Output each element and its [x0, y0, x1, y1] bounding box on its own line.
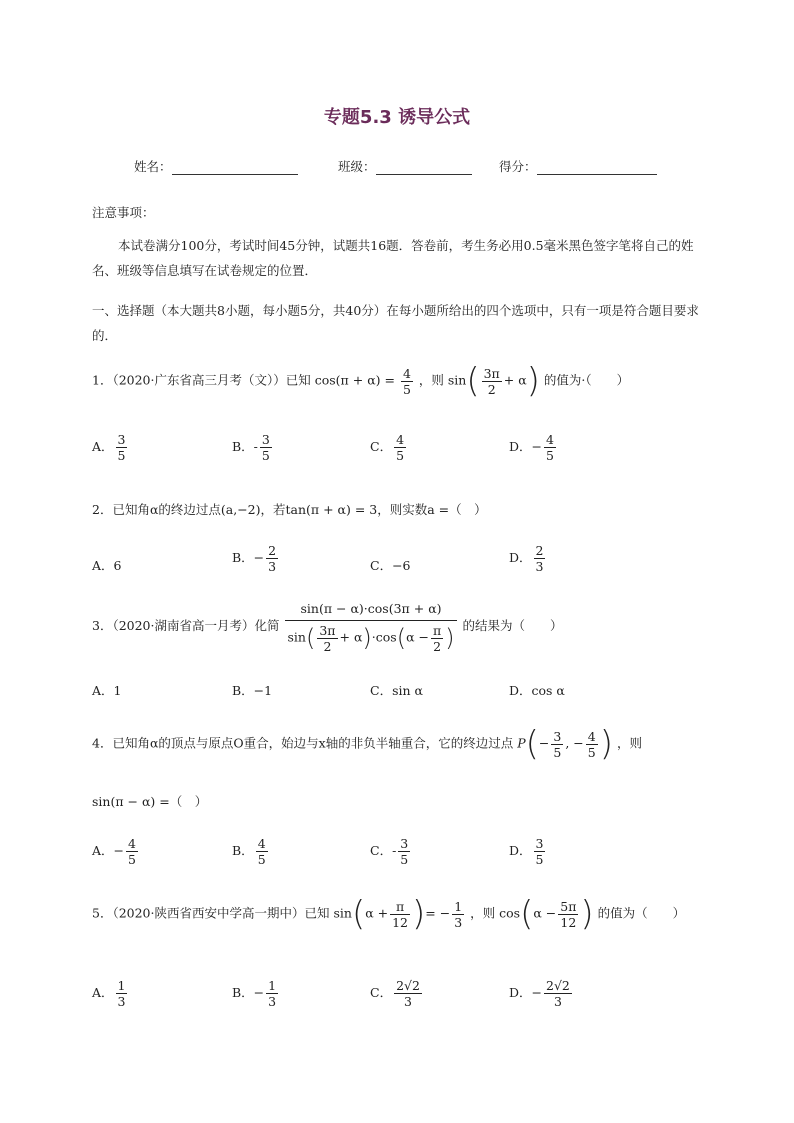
q2-option-c[interactable]: C．−6 [370, 558, 411, 573]
q2-option-a[interactable]: A．6 [92, 558, 122, 573]
q1-mid: ，则 [418, 372, 444, 388]
q3-frac: sin(π − α)·cos(3π + α) sin( $\frac{3\pi}{2}$ + α)·cos(α − $\frac{\pi}{2}$ ) [287, 601, 455, 654]
question-2: 2．已知角α的终边过点(a,−2)，若tan(π + α) = 3，则实数a =（ ） [92, 502, 487, 517]
name-label: 姓名： [134, 159, 172, 174]
question-3 [92, 598, 563, 655]
score-label: 得分： [499, 159, 537, 174]
q5-option-a[interactable]: A． $\frac{1}{3}$ [92, 978, 126, 1009]
q1-prefix: 1．（2020·广东省高三月考（文））已知 [92, 372, 311, 388]
q5-mid: ，则 [470, 905, 496, 921]
class-field [338, 157, 472, 175]
q3-tail: 的结果为（ ） [462, 618, 563, 633]
score-field [499, 157, 657, 175]
q1-option-c[interactable]: C． $\frac{4}{5}$ [370, 432, 405, 463]
q5-option-d[interactable]: D．− $\frac{2√2}{3}$ [509, 978, 570, 1009]
q3-option-d[interactable]: D．cos α [509, 683, 565, 698]
question-1: 1．（2020·广东省高三月考（文））已知 cos(π + α) = $\frac{4}{5}$ ，则 sin( $\frac{3\pi}{2}$ + α) 的值为·（ ） [92, 361, 630, 401]
q5-option-b[interactable]: B．− $\frac{1}{3}$ [232, 978, 277, 1009]
notice-heading: 注意事项： [92, 205, 155, 220]
page-title: 专题5.3 诱导公式 [323, 107, 471, 128]
q3-option-b[interactable]: B．−1 [232, 683, 273, 698]
q5-prefix: 5．（2020·陕西省西安中学高一期中）已知 [92, 905, 330, 921]
question-4: 4．已知角α的顶点与原点O重合，始边与x轴的非负半轴重合，它的终边过点 P(− $\frac{3}{5}$ , − $\frac{4}{5}$ ) ，则 [92, 724, 642, 764]
class-blank [376, 160, 472, 175]
q5-tail: 的值为（ ） [597, 905, 686, 921]
q1-option-d[interactable]: D．− $\frac{4}{5}$ [509, 432, 554, 463]
section-heading: 一、选择题（本大题共8小题，每小题5分，共40分）在每小题所给出的四个选项中，只有一项是符合题目要求的． [92, 303, 699, 343]
question-5: 5．（2020·陕西省西安中学高一期中）已知 sin(α + $\frac{\pi}{12}$ )= − $\frac{1}{3}$ ，则 cos(α − $\frac{5\pi}{12}$ ) 的值为（ ） [92, 894, 686, 934]
q1-option-b[interactable]: B．- $\frac{3}{5}$ [232, 432, 270, 463]
q1-tail: 的值为·（ ） [543, 372, 630, 388]
q1-frac: $\frac{4}{5}$ [402, 365, 411, 397]
score-blank [537, 160, 657, 175]
q4-option-d[interactable]: D． $\frac{3}{5}$ [509, 836, 544, 867]
name-blank [172, 160, 298, 175]
q1-cos: cos(π + α) = [314, 372, 395, 388]
q5-option-c[interactable]: C． $\frac{2√2}{3}$ [370, 978, 420, 1009]
q3-option-c[interactable]: C．sin α [370, 683, 423, 698]
q2-option-d[interactable]: D． $\frac{2}{3}$ [509, 543, 544, 574]
q3-option-a[interactable]: A．1 [92, 683, 122, 698]
q4-tail: ，则 [616, 735, 642, 751]
q4-option-c[interactable]: C．- $\frac{3}{5}$ [370, 836, 409, 867]
q4-option-a[interactable]: A．− $\frac{4}{5}$ [92, 836, 136, 867]
q3-prefix: 3．（2020·湖南省高一月考）化简 [92, 618, 280, 633]
q2-option-b[interactable]: B．− $\frac{2}{3}$ [232, 543, 277, 574]
q4-option-b[interactable]: B． $\frac{4}{5}$ [232, 836, 266, 867]
q1-option-a[interactable]: A． $\frac{3}{5}$ [92, 432, 126, 463]
q1-sin: sin [447, 372, 467, 388]
name-field [134, 157, 298, 175]
q4-text: 4．已知角α的顶点与原点O重合，始边与x轴的非负半轴重合，它的终边过点 [92, 735, 514, 751]
q4-line2: sin(π − α) =（ ） [92, 794, 208, 809]
notice-body: 本试卷满分100分，考试时间45分钟，试题共16题．答卷前，考生务必用0.5毫米黑色签字笔将自己的姓名、班级等信息填写在试卷规定的位置． [92, 238, 694, 278]
class-label: 班级： [338, 159, 376, 174]
